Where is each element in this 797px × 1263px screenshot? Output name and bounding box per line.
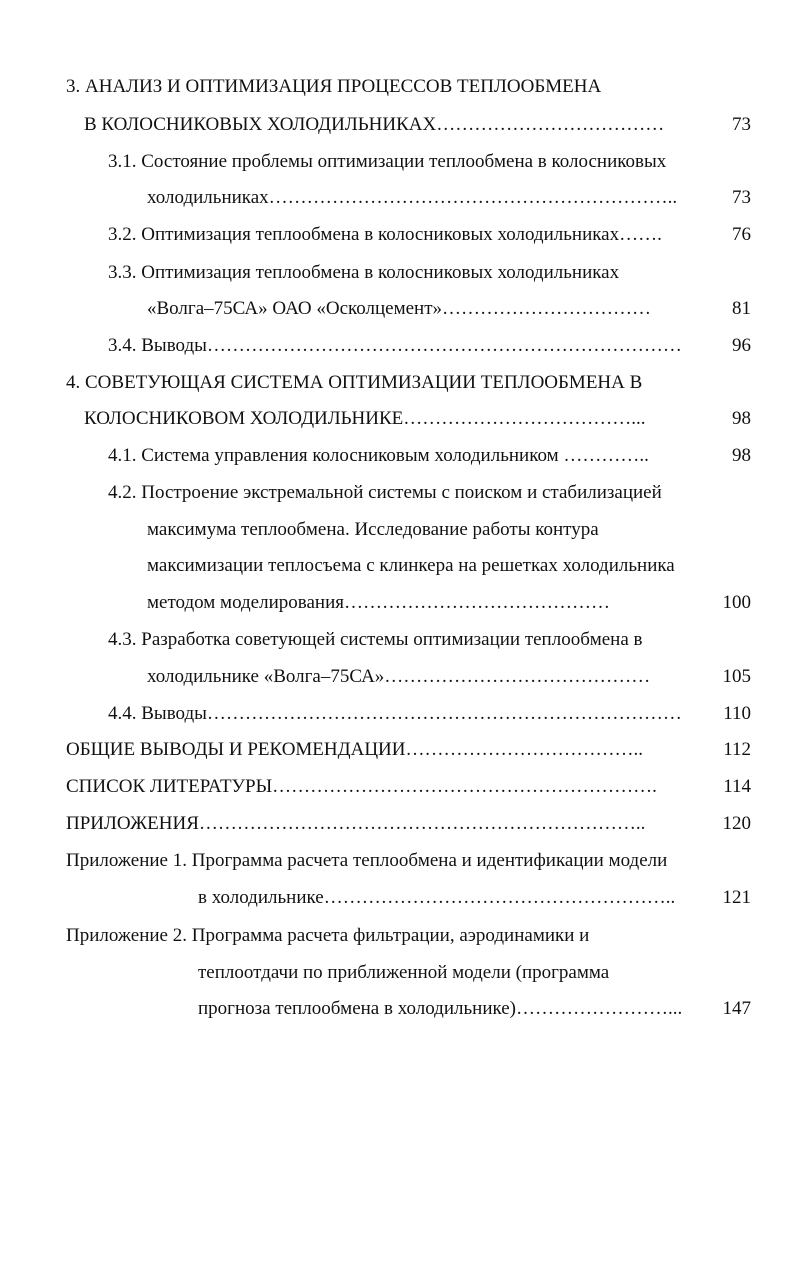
toc-section-3-3-line-1: 3.3. Оптимизация теплообмена в колосниковых холодильниках <box>108 262 620 283</box>
toc-chapter-3-title-line-1: 3. АНАЛИЗ И ОПТИМИЗАЦИЯ ПРОЦЕССОВ ТЕПЛООБМЕНА <box>66 76 602 97</box>
toc-section-3-2-line-1: 3.2. Оптимизация теплообмена в колосниковых холодильниках……. <box>108 224 662 245</box>
toc-appendix-2-line-2: теплоотдачи по приближенной модели (программа <box>198 962 610 983</box>
toc-appendix-2-line-3: прогноза теплообмена в холодильнике)……………………... <box>198 998 683 1019</box>
toc-section-3-3-line-2: «Волга–75СА» ОАО «Осколцемент»…………………………… <box>147 298 652 319</box>
toc-section-4-2-line-3: максимизации теплосъема с клинкера на решетках холодильника <box>147 555 675 576</box>
toc-chapter-3-title-line-2: В КОЛОСНИКОВЫХ ХОЛОДИЛЬНИКАХ……………………………… <box>84 114 665 135</box>
toc-chapter-4-title-line-2: КОЛОСНИКОВОМ ХОЛОДИЛЬНИКЕ………………………………... <box>84 408 646 429</box>
toc-section-3-4-page: 96 <box>732 335 751 356</box>
toc-bibliography-line-1: СПИСОК ЛИТЕРАТУРЫ……………………………………………………. <box>66 776 657 797</box>
toc-section-4-4-line-1: 4.4. Выводы………………………………………………………………… <box>108 703 682 724</box>
toc-section-4-1-line-1: 4.1. Система управления колосниковым холодильником ………….. <box>108 445 649 466</box>
toc-section-4-4-page: 110 <box>723 703 751 724</box>
toc-chapter-3-page: 73 <box>732 114 751 135</box>
toc-section-4-2-line-1: 4.2. Построение экстремальной системы с поиском и стабилизацией <box>108 482 662 503</box>
toc-appendices-page: 120 <box>722 813 751 834</box>
toc-appendices-line-1: ПРИЛОЖЕНИЯ…………………………………………………………….. <box>66 813 646 834</box>
toc-section-4-3-page: 105 <box>722 666 751 687</box>
toc-section-4-2-line-4: методом моделирования…………………………………… <box>147 592 610 613</box>
toc-section-3-3-page: 81 <box>732 298 751 319</box>
toc-general-conclusions-page: 112 <box>723 739 751 760</box>
toc-chapter-4-title-line-1: 4. СОВЕТУЮЩАЯ СИСТЕМА ОПТИМИЗАЦИИ ТЕПЛООБМЕНА В <box>66 372 643 393</box>
toc-appendix-1-line-2: в холодильнике……………………………………………….. <box>198 887 676 908</box>
toc-appendix-1-page: 121 <box>722 887 751 908</box>
toc-section-4-1-page: 98 <box>732 445 751 466</box>
toc-chapter-4-page: 98 <box>732 408 751 429</box>
toc-section-3-1-line-1: 3.1. Состояние проблемы оптимизации теплообмена в колосниковых <box>108 151 667 172</box>
toc-appendix-2-line-1: Приложение 2. Программа расчета фильтрации, аэродинамики и <box>66 925 590 946</box>
toc-section-3-1-page: 73 <box>732 187 751 208</box>
toc-general-conclusions-line-1: ОБЩИЕ ВЫВОДЫ И РЕКОМЕНДАЦИИ……………………………….. <box>66 739 643 760</box>
toc-section-3-2-page: 76 <box>732 224 751 245</box>
toc-section-4-2-page: 100 <box>722 592 751 613</box>
toc-section-4-3-line-1: 4.3. Разработка советующей системы оптимизации теплообмена в <box>108 629 643 650</box>
toc-bibliography-page: 114 <box>723 776 751 797</box>
toc-section-4-2-line-2: максимума теплообмена. Исследование работы контура <box>147 519 599 540</box>
toc-appendix-2-page: 147 <box>722 998 751 1019</box>
toc-appendix-1-line-1: Приложение 1. Программа расчета теплообмена и идентификации модели <box>66 850 668 871</box>
toc-section-4-3-line-2: холодильнике «Волга–75СА»…………………………………… <box>147 666 651 687</box>
toc-section-3-1-line-2: холодильниках……………………………………………………….. <box>147 187 678 208</box>
toc-section-3-4-line-1: 3.4. Выводы………………………………………………………………… <box>108 335 682 356</box>
